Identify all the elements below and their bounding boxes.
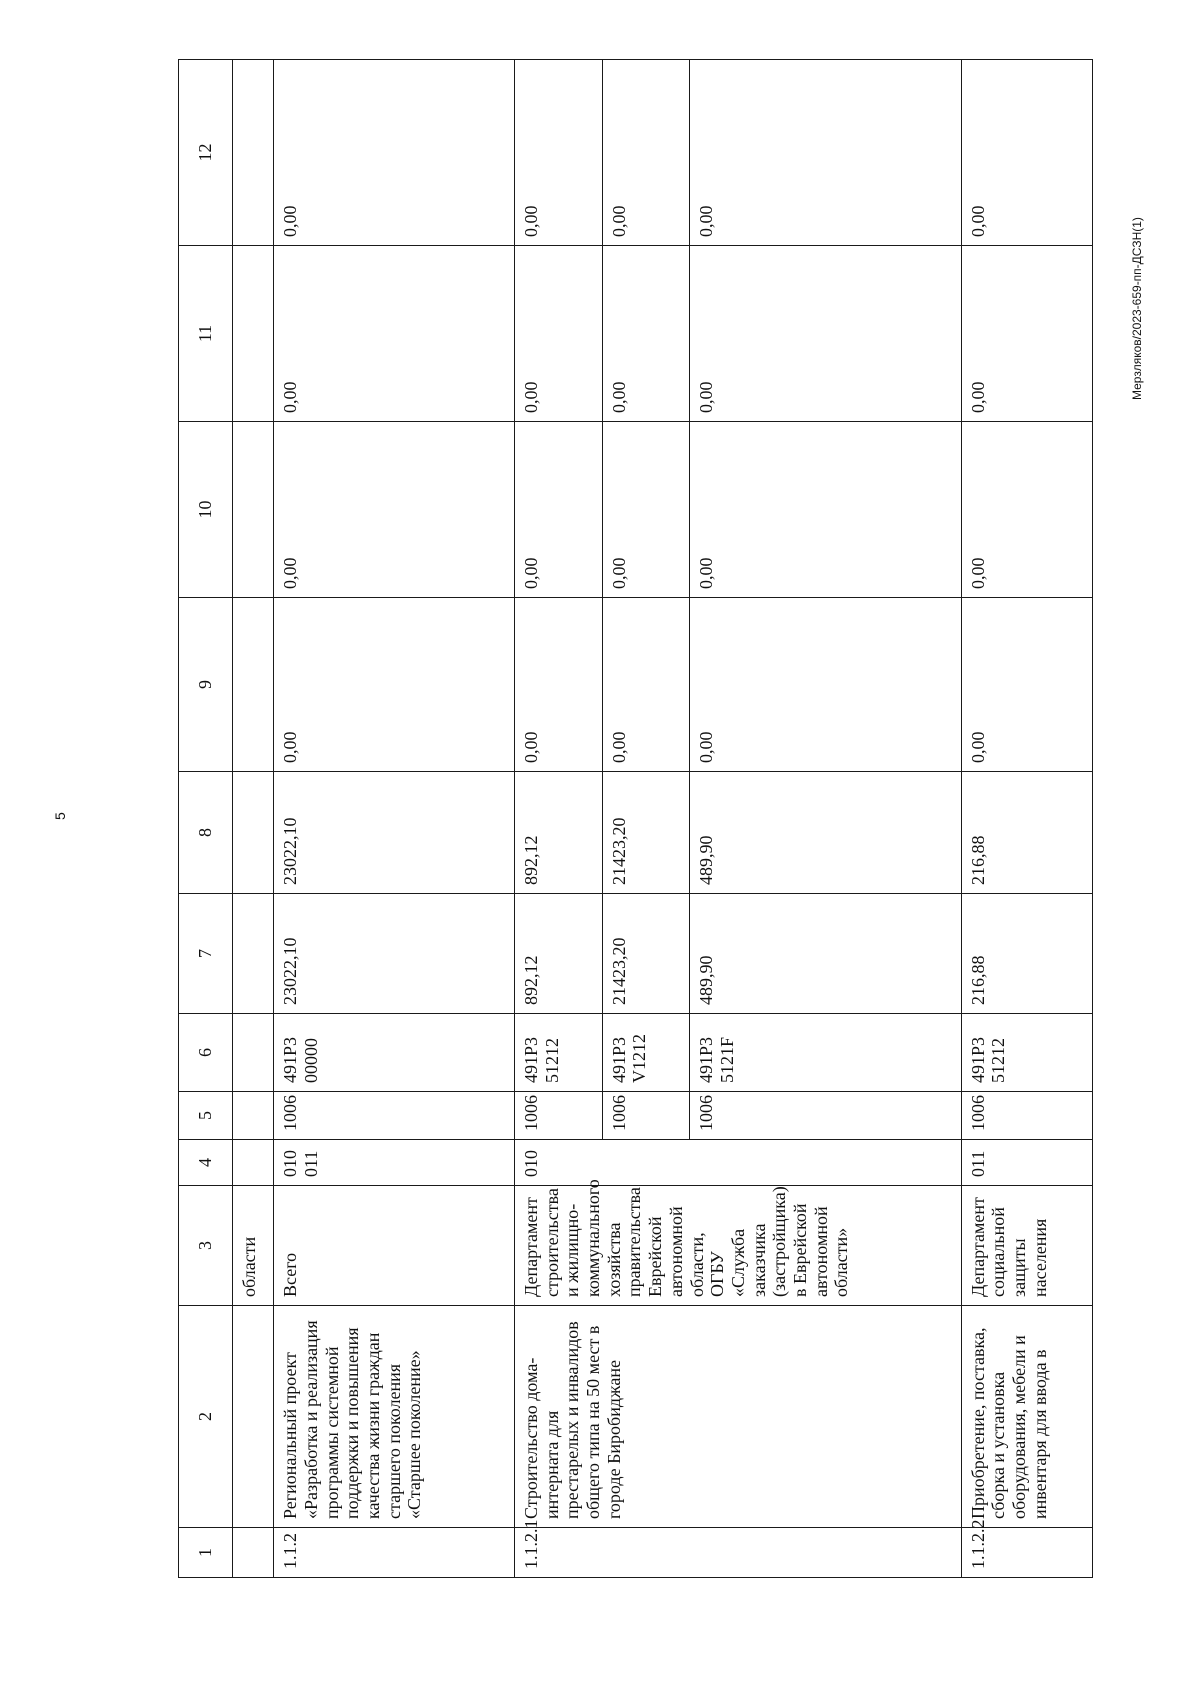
row-value: 0,00 (602, 60, 690, 246)
row-value: 0,00 (602, 598, 690, 772)
row-rzpr: 1006 (515, 1092, 603, 1140)
header-cell: 3 (179, 1186, 233, 1306)
row-name: Приобретение, поставка, сборка и установка оборудования, мебели и инвентаря для ввода в (961, 1306, 1092, 1528)
row-csr: 491Р3 51212 (515, 1014, 603, 1092)
row-csr: 491Р3 00000 (274, 1014, 515, 1092)
row-value: 892,12 (515, 772, 603, 894)
row-value: 0,00 (274, 422, 515, 598)
row-value: 216,88 (961, 772, 1092, 894)
row-value: 0,00 (602, 246, 690, 422)
row-grbs: 010 (515, 1140, 962, 1186)
row-value: 0,00 (690, 422, 961, 598)
row-value: 216,88 (961, 894, 1092, 1014)
row-value: 0,00 (961, 60, 1092, 246)
header-cell: 12 (179, 60, 233, 246)
row-value: 0,00 (515, 422, 603, 598)
header-cell: 10 (179, 422, 233, 598)
budget-table (178, 59, 1093, 1578)
row-value: 0,00 (690, 60, 961, 246)
row-value: 0,00 (690, 598, 961, 772)
row-value: 892,12 (515, 894, 603, 1014)
row-value: 0,00 (961, 598, 1092, 772)
row-executor: Департамент строительства и жилищно-коммунального хозяйства правительства Еврейской автономной области, ОГБУ «Служба заказчика (застройщика) в Еврейской автономной области» (515, 1186, 962, 1306)
document-code: Мерзляков/2023-659-пп-ДСЗН(1) (1130, 217, 1144, 400)
table-row (274, 60, 515, 1578)
row-name: Строительство дома-интерната для престарелых и инвалидов общего типа на 50 мест в городе Биробиджане (515, 1306, 962, 1528)
row-value: 0,00 (961, 422, 1092, 598)
table-row (961, 60, 1092, 1578)
row-value: 0,00 (515, 598, 603, 772)
row-value: 23022,10 (274, 772, 515, 894)
row-value: 489,90 (690, 894, 961, 1014)
header-cell: 11 (179, 246, 233, 422)
row-rzpr: 1006 (602, 1092, 690, 1140)
row-csr: 491Р3 V1212 (602, 1014, 690, 1092)
table-row (515, 60, 603, 1578)
rotated-table-wrapper (178, 60, 1093, 1578)
row-value: 0,00 (274, 598, 515, 772)
row-csr: 491Р3 51212 (961, 1014, 1092, 1092)
row-rzpr: 1006 (690, 1092, 961, 1140)
row-id: 1.1.2.2 (961, 1528, 1092, 1578)
row-grbs: 011 (961, 1140, 1092, 1186)
header-cell: 6 (179, 1014, 233, 1092)
page-number: 5 (52, 812, 68, 820)
row-grbs: 010 011 (274, 1140, 515, 1186)
row-rzpr: 1006 (274, 1092, 515, 1140)
row-id: 1.1.2.1 (515, 1528, 962, 1578)
row-value: 0,00 (602, 422, 690, 598)
row-rzpr: 1006 (961, 1092, 1092, 1140)
row-id: 1.1.2 (274, 1528, 515, 1578)
row-value: 0,00 (274, 60, 515, 246)
row-value: 0,00 (515, 246, 603, 422)
row-value: 21423,20 (602, 894, 690, 1014)
continuation-row (232, 60, 274, 1578)
row-executor: Департамент социальной защиты населения (961, 1186, 1092, 1306)
row-value: 489,90 (690, 772, 961, 894)
row-value: 0,00 (690, 246, 961, 422)
row-value: 21423,20 (602, 772, 690, 894)
header-cell: 5 (179, 1092, 233, 1140)
continuation-text: области (232, 1186, 274, 1306)
row-value: 23022,10 (274, 894, 515, 1014)
header-cell: 8 (179, 772, 233, 894)
row-name: Региональный проект «Разработка и реализация программы системной поддержки и повышения качества жизни граждан старшего поколения «Старшее поколение» (274, 1306, 515, 1528)
row-value: 0,00 (515, 60, 603, 246)
row-value: 0,00 (274, 246, 515, 422)
row-executor: Всего (274, 1186, 515, 1306)
header-cell: 7 (179, 894, 233, 1014)
row-value: 0,00 (961, 246, 1092, 422)
row-csr: 491Р3 5121F (690, 1014, 961, 1092)
header-cell: 1 (179, 1528, 233, 1578)
header-cell: 2 (179, 1306, 233, 1528)
header-cell: 9 (179, 598, 233, 772)
header-row (179, 60, 233, 1578)
header-cell: 4 (179, 1140, 233, 1186)
